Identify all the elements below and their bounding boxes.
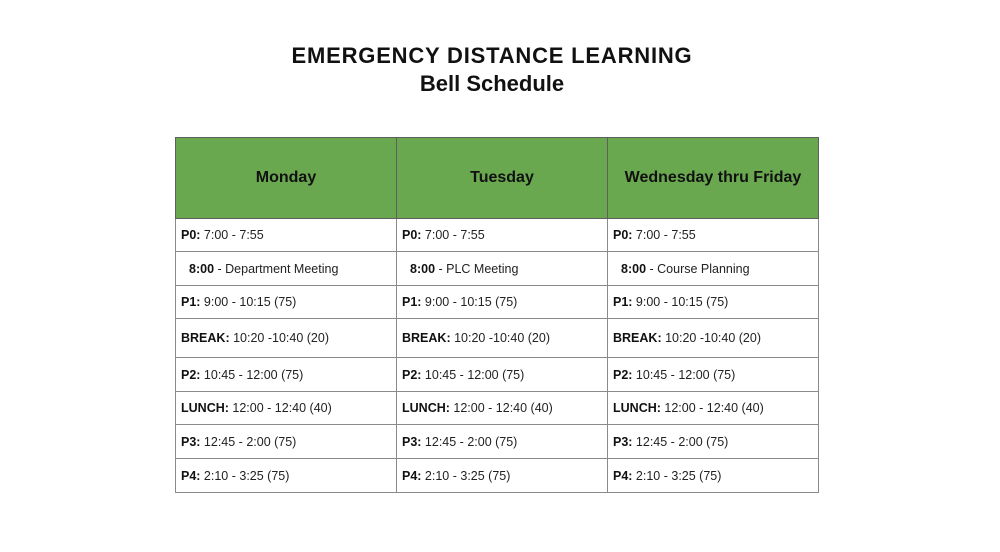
period-time: - PLC Meeting — [435, 261, 519, 276]
period-time: 2:10 - 3:25 (75) — [632, 468, 722, 483]
period-label: P0: — [613, 228, 633, 242]
period-time: 12:00 - 12:40 (40) — [228, 401, 332, 415]
period-time: 10:20 -10:40 (20) — [450, 331, 550, 345]
period-time: - Department Meeting — [214, 261, 339, 276]
period-label: P3: — [613, 434, 633, 449]
period-label: 8:00 — [189, 261, 215, 276]
period-label: 8:00 — [410, 261, 436, 276]
table-row — [176, 319, 819, 358]
period-label: P4: — [402, 468, 422, 483]
period-time: 9:00 - 10:15 (75) — [200, 295, 297, 309]
column-header-wednesday-thru-friday: Wednesday thru Friday — [608, 138, 819, 219]
table-cell — [608, 219, 819, 252]
table-cell — [176, 252, 397, 286]
table-row — [176, 459, 819, 493]
period-label: P0: — [181, 228, 201, 242]
period-label: P3: — [402, 434, 422, 449]
title-block — [0, 42, 984, 98]
period-time: 7:00 - 7:55 — [421, 228, 485, 242]
table-cell — [608, 286, 819, 319]
period-label: BREAK: — [613, 331, 662, 345]
period-label: 8:00 — [621, 261, 647, 276]
period-time: 9:00 - 10:15 (75) — [421, 295, 518, 309]
table-cell — [176, 392, 397, 425]
period-time: 10:20 -10:40 (20) — [661, 331, 761, 345]
period-label: LUNCH: — [402, 401, 450, 415]
table-cell — [397, 252, 608, 286]
table-cell — [608, 319, 819, 358]
meeting-entry — [181, 262, 338, 276]
table-cell — [176, 286, 397, 319]
column-header-monday: Monday — [176, 138, 397, 219]
table-row — [176, 358, 819, 392]
period-label: BREAK: — [181, 331, 230, 345]
table-row — [176, 219, 819, 252]
table-cell — [176, 219, 397, 252]
table-cell — [397, 459, 608, 493]
period-time: 10:45 - 12:00 (75) — [421, 367, 525, 382]
period-label: P4: — [613, 468, 633, 483]
table-cell — [397, 219, 608, 252]
table-cell — [397, 358, 608, 392]
period-label: P3: — [181, 434, 201, 449]
table-row — [176, 425, 819, 459]
table-cell — [176, 425, 397, 459]
table-cell — [176, 358, 397, 392]
table-cell — [397, 425, 608, 459]
period-label: BREAK: — [402, 331, 451, 345]
table-row — [176, 252, 819, 286]
page-title: EMERGENCY DISTANCE LEARNING — [291, 43, 693, 68]
period-time: 12:45 - 2:00 (75) — [632, 434, 729, 449]
period-label: P1: — [613, 295, 633, 309]
period-label: LUNCH: — [181, 401, 229, 415]
period-label: P4: — [181, 468, 201, 483]
period-time: 9:00 - 10:15 (75) — [632, 295, 729, 309]
meeting-entry — [402, 262, 518, 276]
table-cell — [608, 252, 819, 286]
period-time: 10:20 -10:40 (20) — [229, 331, 329, 345]
table-cell — [397, 319, 608, 358]
period-label: P1: — [402, 295, 422, 309]
period-time: 10:45 - 12:00 (75) — [200, 367, 304, 382]
period-label: P0: — [402, 228, 422, 242]
period-time: 2:10 - 3:25 (75) — [421, 468, 511, 483]
period-label: P2: — [181, 367, 201, 382]
table-cell — [608, 459, 819, 493]
period-time: - Course Planning — [646, 261, 750, 276]
period-time: 12:00 - 12:40 (40) — [449, 401, 553, 415]
column-header-tuesday: Tuesday — [397, 138, 608, 219]
period-label: LUNCH: — [613, 401, 661, 415]
table-cell — [176, 459, 397, 493]
table-cell — [397, 392, 608, 425]
period-time: 12:45 - 2:00 (75) — [200, 434, 297, 449]
table-cell — [397, 286, 608, 319]
period-time: 7:00 - 7:55 — [200, 228, 264, 242]
table-cell — [176, 319, 397, 358]
period-label: P1: — [181, 295, 201, 309]
table-cell — [608, 358, 819, 392]
period-time: 2:10 - 3:25 (75) — [200, 468, 290, 483]
meeting-entry — [613, 262, 750, 276]
table-cell — [608, 425, 819, 459]
period-label: P2: — [402, 367, 422, 382]
bell-schedule-table — [175, 137, 819, 493]
table-row — [176, 286, 819, 319]
page-subtitle: Bell Schedule — [419, 71, 565, 96]
table-cell — [608, 392, 819, 425]
period-time: 7:00 - 7:55 — [632, 228, 696, 242]
table-row — [176, 392, 819, 425]
period-time: 12:45 - 2:00 (75) — [421, 434, 518, 449]
period-label: P2: — [613, 367, 633, 382]
period-time: 12:00 - 12:40 (40) — [660, 401, 764, 415]
period-time: 10:45 - 12:00 (75) — [632, 367, 736, 382]
table-header-row — [176, 138, 819, 219]
